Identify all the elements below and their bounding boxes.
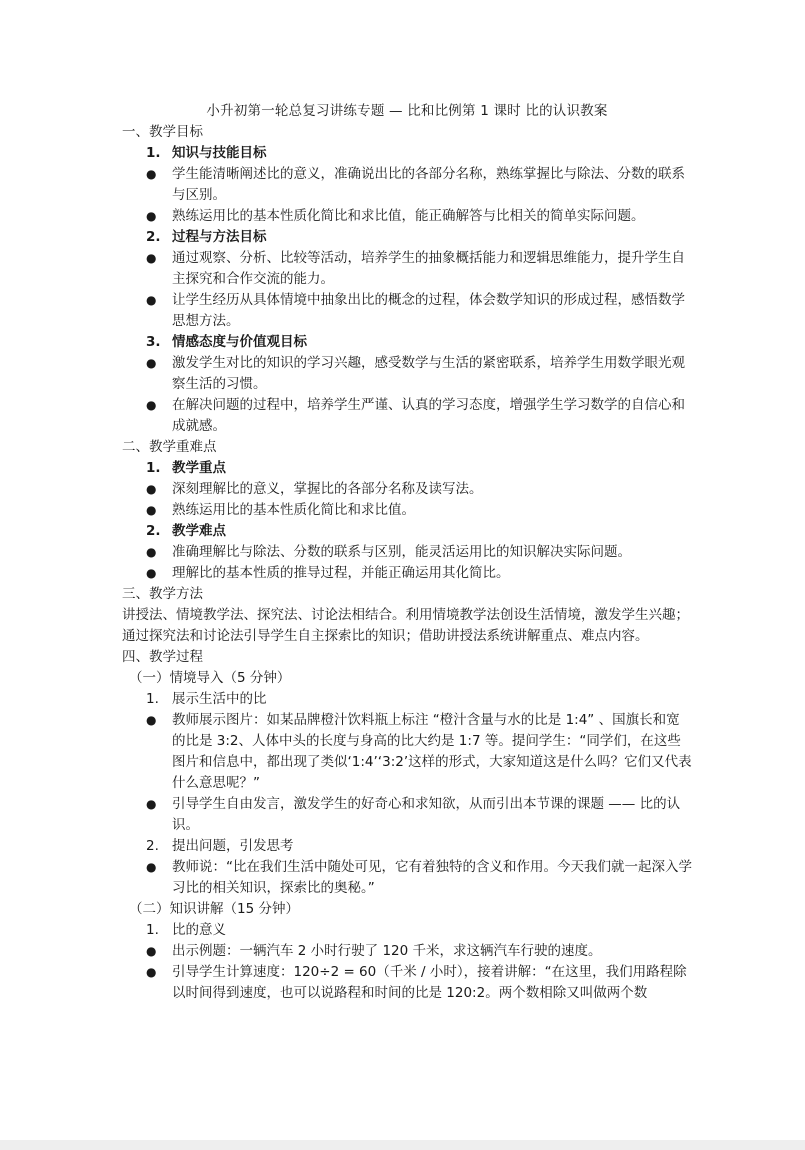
subsection-heading: （一）情境导入（5 分钟）: [129, 670, 291, 686]
bullet-item: ● 激发学生对比的知识的学习兴趣，感受数学与生活的紧密联系，培养学生用数学眼光观察生活的习惯。: [146, 355, 685, 392]
bullet-item: ● 出示例题：一辆汽车 2 小时行驶了 120 千米，求这辆汽车行驶的速度。: [146, 943, 602, 959]
numbered-heading: 1. 知识与技能目标: [146, 145, 267, 161]
bullet-item: ● 准确理解比与除法、分数的联系与区别，能灵活运用比的知识解决实际问题。: [146, 544, 631, 560]
bullet-item: ● 通过观察、分析、比较等活动，培养学生的抽象概括能力和逻辑思维能力，提升学生自主探究和合作交流的能力。: [146, 250, 685, 287]
bullet-item: ● 熟练运用比的基本性质化简比和求比值，能正确解答与比相关的简单实际问题。: [146, 208, 645, 224]
page-bottom-strip: [0, 1140, 805, 1150]
bullet-item: ● 引导学生自由发言，激发学生的好奇心和求知欲，从而引出本节课的课题 —— 比的认识。: [146, 796, 681, 833]
bullet-item: ● 教师说：“比在我们生活中随处可见，它有着独特的含义和作用。今天我们就一起深入学习比的相关知识，探索比的奥秘。”: [146, 859, 692, 896]
numbered-item: 1. 展示生活中的比: [146, 691, 267, 707]
numbered-item: 2. 提出问题，引发思考: [146, 838, 294, 854]
section-heading: 二、教学重难点: [122, 439, 217, 455]
bullet-item: ● 深刻理解比的意义，掌握比的各部分名称及读写法。: [146, 481, 483, 497]
bullet-item: ● 让学生经历从具体情境中抽象出比的概念的过程，体会数学知识的形成过程，感悟数学思想方法。: [146, 292, 685, 329]
bullet-item: ● 学生能清晰阐述比的意义，准确说出比的各部分名称，熟练掌握比与除法、分数的联系与区别。: [146, 166, 685, 203]
bullet-item: ● 在解决问题的过程中，培养学生严谨、认真的学习态度，增强学生学习数学的自信心和成就感。: [146, 397, 685, 434]
bullet-item: ● 理解比的基本性质的推导过程，并能正确运用其化简比。: [146, 565, 510, 581]
section-heading: 四、教学过程: [122, 649, 203, 665]
numbered-heading: 2. 过程与方法目标: [146, 229, 267, 245]
paragraph: 讲授法、情境教学法、探究法、讨论法相结合。利用情境教学法创设生活情境，激发学生兴趣；通过探究法和讨论法引导学生自主探索比的知识；借助讲授法系统讲解重点、难点内容。: [122, 607, 689, 644]
bullet-item: ● 熟练运用比的基本性质化简比和求比值。: [146, 502, 415, 518]
section-heading: 三、教学方法: [122, 586, 203, 602]
numbered-heading: 1. 教学重点: [146, 460, 226, 476]
document-title: 小升初第一轮总复习讲练专题 — 比和比例第 1 课时 比的认识教案: [206, 103, 608, 119]
document-page: [122, 101, 692, 1004]
section-heading: 一、教学目标: [122, 124, 203, 140]
bullet-item: ● 引导学生计算速度：120÷2 = 60（千米 / 小时），接着讲解：“在这里，我们用路程除以时间得到速度，也可以说路程和时间的比是 120:2。两个数相除又叫做两个数: [146, 964, 687, 1001]
numbered-heading: 2. 教学难点: [146, 523, 226, 539]
numbered-item: 1. 比的意义: [146, 922, 226, 938]
subsection-heading: （二）知识讲解（15 分钟）: [129, 901, 299, 917]
numbered-heading: 3. 情感态度与价值观目标: [146, 334, 307, 350]
bullet-item: ● 教师展示图片：如某品牌橙汁饮料瓶上标注 “橙汁含量与水的比是 1:4” 、国旗长和宽的比是 3:2、人体中头的长度与身高的比大约是 1:7 等。提问学生：“同学们，在这些图片和信息中，都出现了类似‘1:4’‘3:2’这样的形式，大家知道这是什么吗？它们又代表什么意思呢？”: [146, 712, 692, 791]
